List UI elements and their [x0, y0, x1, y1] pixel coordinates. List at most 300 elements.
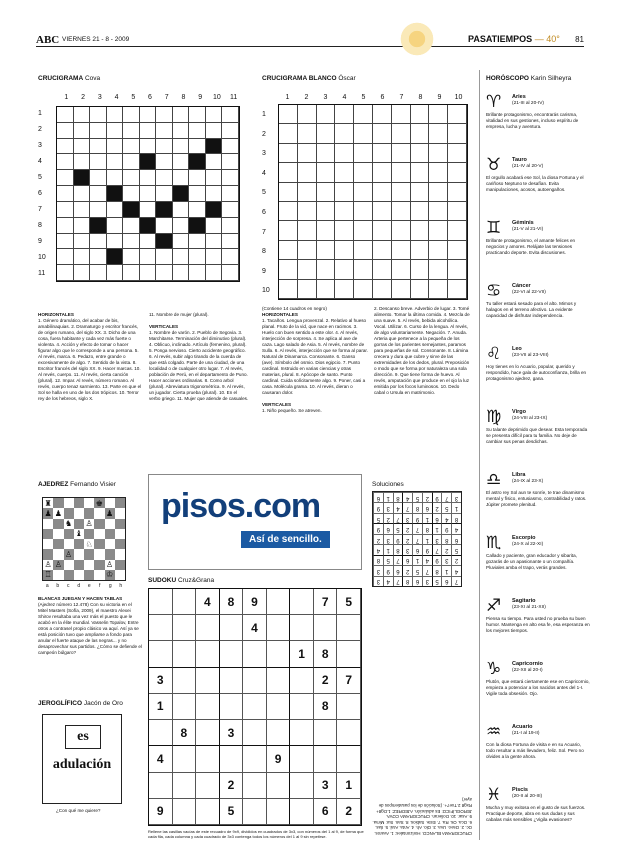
crossword-cell[interactable]	[90, 218, 107, 234]
crossword-cell[interactable]	[123, 249, 140, 265]
crossword-cell[interactable]	[90, 139, 107, 155]
crossword-cell[interactable]	[107, 123, 124, 139]
crossword-cell[interactable]	[173, 202, 190, 218]
crossword-cell[interactable]	[298, 163, 317, 182]
crossword-cell[interactable]	[279, 183, 298, 202]
crossword-cell[interactable]	[354, 105, 373, 124]
crossword-cell[interactable]	[123, 202, 140, 218]
crossword-cell[interactable]	[429, 163, 448, 182]
crossword-cell[interactable]	[123, 154, 140, 170]
sudoku-cell[interactable]	[267, 641, 291, 667]
crossword-cell[interactable]	[140, 249, 157, 265]
crossword-cell[interactable]	[335, 202, 354, 221]
sudoku-cell[interactable]	[290, 720, 314, 746]
sudoku-cell[interactable]	[337, 746, 361, 772]
crossword-cell[interactable]	[90, 123, 107, 139]
crossword-cell[interactable]	[206, 202, 223, 218]
crossword-cell[interactable]	[335, 144, 354, 163]
crossword-cell[interactable]	[57, 186, 74, 202]
crossword-cell[interactable]	[74, 202, 91, 218]
sudoku-cell[interactable]	[337, 615, 361, 641]
crossword-cell[interactable]	[123, 218, 140, 234]
crossword-cell[interactable]	[173, 265, 190, 281]
crossword-cell[interactable]	[411, 124, 430, 143]
crossword-cell[interactable]	[448, 163, 467, 182]
sudoku-cell[interactable]	[243, 720, 267, 746]
crossword-cell[interactable]	[90, 265, 107, 281]
crossword-cell[interactable]	[140, 218, 157, 234]
crossword-cell[interactable]	[189, 218, 206, 234]
sudoku-cell[interactable]	[173, 773, 197, 799]
crossword-cell[interactable]	[335, 260, 354, 279]
crossword-cell[interactable]	[298, 280, 317, 299]
crossword-cell[interactable]	[173, 218, 190, 234]
crossword-cell[interactable]	[411, 241, 430, 260]
sudoku-cell[interactable]	[314, 746, 338, 772]
crossword-cell[interactable]	[317, 105, 336, 124]
crossword-cell[interactable]	[429, 183, 448, 202]
sudoku-cell[interactable]	[243, 694, 267, 720]
crossword-cell[interactable]	[222, 234, 239, 250]
crossword-cell[interactable]	[392, 280, 411, 299]
sudoku-cell[interactable]	[243, 668, 267, 694]
sudoku-cell[interactable]: 4	[149, 746, 173, 772]
crossword-cell[interactable]	[57, 265, 74, 281]
crossword-cell[interactable]	[206, 218, 223, 234]
sudoku-cell[interactable]	[243, 799, 267, 825]
sudoku-cell[interactable]	[149, 589, 173, 615]
crossword-cell[interactable]	[206, 154, 223, 170]
crossword-cell[interactable]	[429, 105, 448, 124]
crossword-cell[interactable]	[317, 280, 336, 299]
sudoku-cell[interactable]	[173, 589, 197, 615]
sudoku-cell[interactable]	[196, 799, 220, 825]
crossword-cell[interactable]	[392, 183, 411, 202]
crossword-cell[interactable]	[448, 124, 467, 143]
crossword-cell[interactable]	[189, 170, 206, 186]
crossword-cell[interactable]	[123, 139, 140, 155]
crossword-cell[interactable]	[90, 249, 107, 265]
crossword-cell[interactable]	[429, 260, 448, 279]
crossword-cell[interactable]	[140, 186, 157, 202]
crossword-cell[interactable]	[448, 260, 467, 279]
sudoku-cell[interactable]: 3	[149, 668, 173, 694]
crossword-cell[interactable]	[317, 124, 336, 143]
crossword-cell[interactable]	[448, 202, 467, 221]
crossword-cell[interactable]	[90, 234, 107, 250]
crossword-cell[interactable]	[222, 123, 239, 139]
crossword-cell[interactable]	[354, 202, 373, 221]
crossword-cell[interactable]	[373, 280, 392, 299]
crossword-cell[interactable]	[222, 170, 239, 186]
crossword-cell[interactable]	[107, 265, 124, 281]
sudoku-cell[interactable]: 5	[337, 589, 361, 615]
crossword-cell[interactable]	[74, 186, 91, 202]
sudoku-cell[interactable]: 7	[337, 668, 361, 694]
crossword-cell[interactable]	[373, 241, 392, 260]
crossword-cell[interactable]	[57, 107, 74, 123]
crossword-cell[interactable]	[206, 139, 223, 155]
sudoku-cell[interactable]: 4	[243, 615, 267, 641]
sudoku-cell[interactable]	[290, 615, 314, 641]
crossword-cell[interactable]	[156, 186, 173, 202]
crossword-cell[interactable]	[90, 107, 107, 123]
crossword-cell[interactable]	[354, 124, 373, 143]
crossword-cell[interactable]	[140, 234, 157, 250]
sudoku-cell[interactable]	[173, 615, 197, 641]
sudoku-grid[interactable]	[148, 588, 362, 826]
sudoku-cell[interactable]	[220, 668, 244, 694]
sudoku-cell[interactable]	[173, 641, 197, 667]
sudoku-cell[interactable]: 9	[149, 799, 173, 825]
crossword-cell[interactable]	[173, 154, 190, 170]
sudoku-cell[interactable]: 5	[220, 799, 244, 825]
crossword-cell[interactable]	[411, 144, 430, 163]
crossword-cell[interactable]	[298, 202, 317, 221]
crossword-cell[interactable]	[140, 123, 157, 139]
sudoku-cell[interactable]	[243, 641, 267, 667]
crossword-cell[interactable]	[74, 139, 91, 155]
sudoku-cell[interactable]: 9	[243, 589, 267, 615]
crossword-cell[interactable]	[57, 170, 74, 186]
crossword-cell[interactable]	[156, 170, 173, 186]
crossword-cell[interactable]	[279, 124, 298, 143]
crossword-cell[interactable]	[354, 221, 373, 240]
crucigrama1-grid[interactable]	[56, 106, 240, 282]
crossword-cell[interactable]	[156, 234, 173, 250]
crossword-cell[interactable]	[90, 202, 107, 218]
crossword-cell[interactable]	[317, 202, 336, 221]
sudoku-cell[interactable]	[196, 746, 220, 772]
sudoku-cell[interactable]	[196, 720, 220, 746]
crossword-cell[interactable]	[156, 218, 173, 234]
crossword-cell[interactable]	[173, 139, 190, 155]
sudoku-cell[interactable]: 2	[220, 773, 244, 799]
crucigrama2-grid[interactable]	[278, 104, 468, 300]
sudoku-cell[interactable]: 2	[314, 668, 338, 694]
crossword-cell[interactable]	[206, 170, 223, 186]
crossword-cell[interactable]	[392, 144, 411, 163]
sudoku-cell[interactable]	[173, 746, 197, 772]
crossword-cell[interactable]	[156, 123, 173, 139]
sudoku-cell[interactable]	[196, 694, 220, 720]
crossword-cell[interactable]	[74, 107, 91, 123]
crossword-cell[interactable]	[206, 107, 223, 123]
crossword-cell[interactable]	[373, 183, 392, 202]
crossword-cell[interactable]	[373, 144, 392, 163]
crossword-cell[interactable]	[189, 123, 206, 139]
crossword-cell[interactable]	[222, 249, 239, 265]
crossword-cell[interactable]	[279, 105, 298, 124]
crossword-cell[interactable]	[429, 280, 448, 299]
crossword-cell[interactable]	[173, 123, 190, 139]
crossword-cell[interactable]	[90, 186, 107, 202]
crossword-cell[interactable]	[335, 221, 354, 240]
crossword-cell[interactable]	[335, 183, 354, 202]
sudoku-cell[interactable]	[290, 589, 314, 615]
sudoku-cell[interactable]	[314, 720, 338, 746]
crossword-cell[interactable]	[156, 265, 173, 281]
crossword-cell[interactable]	[317, 221, 336, 240]
crossword-cell[interactable]	[74, 234, 91, 250]
sudoku-cell[interactable]	[220, 615, 244, 641]
crossword-cell[interactable]	[429, 202, 448, 221]
crossword-cell[interactable]	[354, 260, 373, 279]
sudoku-cell[interactable]	[267, 720, 291, 746]
crossword-cell[interactable]	[173, 170, 190, 186]
crossword-cell[interactable]	[222, 265, 239, 281]
sudoku-cell[interactable]	[196, 615, 220, 641]
crossword-cell[interactable]	[354, 163, 373, 182]
crossword-cell[interactable]	[222, 186, 239, 202]
crossword-cell[interactable]	[206, 249, 223, 265]
sudoku-cell[interactable]: 1	[290, 641, 314, 667]
sudoku-cell[interactable]	[220, 746, 244, 772]
crossword-cell[interactable]	[392, 241, 411, 260]
crossword-cell[interactable]	[140, 265, 157, 281]
crossword-cell[interactable]	[57, 249, 74, 265]
crossword-cell[interactable]	[156, 154, 173, 170]
crossword-cell[interactable]	[373, 163, 392, 182]
crossword-cell[interactable]	[373, 221, 392, 240]
crossword-cell[interactable]	[429, 144, 448, 163]
crossword-cell[interactable]	[354, 280, 373, 299]
crossword-cell[interactable]	[57, 154, 74, 170]
sudoku-cell[interactable]	[337, 694, 361, 720]
crossword-cell[interactable]	[429, 221, 448, 240]
sudoku-cell[interactable]: 9	[267, 746, 291, 772]
sudoku-cell[interactable]: 7	[314, 589, 338, 615]
crossword-cell[interactable]	[298, 183, 317, 202]
crossword-cell[interactable]	[392, 260, 411, 279]
crossword-cell[interactable]	[392, 221, 411, 240]
sudoku-cell[interactable]	[243, 746, 267, 772]
crossword-cell[interactable]	[156, 107, 173, 123]
sudoku-cell[interactable]: 6	[314, 799, 338, 825]
crossword-cell[interactable]	[411, 202, 430, 221]
sudoku-cell[interactable]	[290, 668, 314, 694]
sudoku-cell[interactable]	[267, 668, 291, 694]
crossword-cell[interactable]	[107, 218, 124, 234]
sudoku-cell[interactable]: 8	[173, 720, 197, 746]
sudoku-cell[interactable]	[220, 694, 244, 720]
crossword-cell[interactable]	[123, 234, 140, 250]
pisos-com-ad[interactable]	[148, 474, 362, 570]
crossword-cell[interactable]	[123, 265, 140, 281]
crossword-cell[interactable]	[411, 280, 430, 299]
crossword-cell[interactable]	[123, 107, 140, 123]
sudoku-cell[interactable]	[267, 773, 291, 799]
sudoku-cell[interactable]	[149, 773, 173, 799]
crossword-cell[interactable]	[392, 163, 411, 182]
crossword-cell[interactable]	[448, 144, 467, 163]
sudoku-cell[interactable]	[173, 799, 197, 825]
crossword-cell[interactable]	[140, 107, 157, 123]
crossword-cell[interactable]	[448, 105, 467, 124]
crossword-cell[interactable]	[123, 186, 140, 202]
crossword-cell[interactable]	[448, 221, 467, 240]
crossword-cell[interactable]	[107, 107, 124, 123]
crossword-cell[interactable]	[57, 123, 74, 139]
sudoku-cell[interactable]: 4	[196, 589, 220, 615]
crossword-cell[interactable]	[298, 241, 317, 260]
crossword-cell[interactable]	[107, 139, 124, 155]
crossword-cell[interactable]	[298, 221, 317, 240]
crossword-cell[interactable]	[373, 124, 392, 143]
crossword-cell[interactable]	[279, 280, 298, 299]
sudoku-cell[interactable]: 8	[220, 589, 244, 615]
crossword-cell[interactable]	[140, 170, 157, 186]
crossword-cell[interactable]	[317, 144, 336, 163]
sudoku-cell[interactable]	[337, 720, 361, 746]
crossword-cell[interactable]	[107, 249, 124, 265]
crossword-cell[interactable]	[107, 154, 124, 170]
crossword-cell[interactable]	[335, 124, 354, 143]
crossword-cell[interactable]	[107, 234, 124, 250]
crossword-cell[interactable]	[156, 202, 173, 218]
sudoku-cell[interactable]	[267, 694, 291, 720]
sudoku-cell[interactable]	[173, 694, 197, 720]
crossword-cell[interactable]	[373, 260, 392, 279]
crossword-cell[interactable]	[354, 241, 373, 260]
crossword-cell[interactable]	[317, 183, 336, 202]
crossword-cell[interactable]	[206, 265, 223, 281]
crossword-cell[interactable]	[411, 260, 430, 279]
crossword-cell[interactable]	[57, 234, 74, 250]
sudoku-cell[interactable]	[173, 668, 197, 694]
crossword-cell[interactable]	[354, 144, 373, 163]
crossword-cell[interactable]	[373, 202, 392, 221]
sudoku-cell[interactable]: 3	[220, 720, 244, 746]
crossword-cell[interactable]	[189, 154, 206, 170]
sudoku-cell[interactable]	[290, 799, 314, 825]
crossword-cell[interactable]	[222, 202, 239, 218]
crossword-cell[interactable]	[173, 107, 190, 123]
sudoku-cell[interactable]	[149, 720, 173, 746]
crossword-cell[interactable]	[411, 163, 430, 182]
crossword-cell[interactable]	[411, 105, 430, 124]
crossword-cell[interactable]	[392, 105, 411, 124]
crossword-cell[interactable]	[335, 241, 354, 260]
sudoku-cell[interactable]	[149, 641, 173, 667]
sudoku-cell[interactable]: 8	[314, 694, 338, 720]
crossword-cell[interactable]	[335, 280, 354, 299]
crossword-cell[interactable]	[74, 249, 91, 265]
crossword-cell[interactable]	[173, 249, 190, 265]
crossword-cell[interactable]	[173, 186, 190, 202]
crossword-cell[interactable]	[222, 139, 239, 155]
crossword-cell[interactable]	[298, 124, 317, 143]
crossword-cell[interactable]	[335, 163, 354, 182]
sudoku-cell[interactable]	[243, 773, 267, 799]
crossword-cell[interactable]	[429, 241, 448, 260]
crossword-cell[interactable]	[189, 249, 206, 265]
crossword-cell[interactable]	[298, 260, 317, 279]
crossword-cell[interactable]	[206, 123, 223, 139]
crossword-cell[interactable]	[429, 124, 448, 143]
crossword-cell[interactable]	[107, 170, 124, 186]
crossword-cell[interactable]	[107, 186, 124, 202]
crossword-cell[interactable]	[74, 154, 91, 170]
crossword-cell[interactable]	[189, 139, 206, 155]
sudoku-cell[interactable]: 1	[149, 694, 173, 720]
sudoku-cell[interactable]: 3	[314, 773, 338, 799]
crossword-cell[interactable]	[411, 183, 430, 202]
crossword-cell[interactable]	[317, 241, 336, 260]
crossword-cell[interactable]	[373, 105, 392, 124]
crossword-cell[interactable]	[206, 186, 223, 202]
crossword-cell[interactable]	[335, 105, 354, 124]
crossword-cell[interactable]	[123, 170, 140, 186]
crossword-cell[interactable]	[90, 154, 107, 170]
sudoku-cell[interactable]	[196, 641, 220, 667]
crossword-cell[interactable]	[74, 123, 91, 139]
crossword-cell[interactable]	[317, 163, 336, 182]
crossword-cell[interactable]	[279, 202, 298, 221]
crossword-cell[interactable]	[74, 218, 91, 234]
crossword-cell[interactable]	[140, 154, 157, 170]
crossword-cell[interactable]	[107, 202, 124, 218]
crossword-cell[interactable]	[279, 163, 298, 182]
crossword-cell[interactable]	[140, 139, 157, 155]
sudoku-cell[interactable]	[290, 746, 314, 772]
crossword-cell[interactable]	[448, 183, 467, 202]
sudoku-cell[interactable]	[220, 641, 244, 667]
sudoku-cell[interactable]	[267, 589, 291, 615]
crossword-cell[interactable]	[279, 221, 298, 240]
crossword-cell[interactable]	[173, 234, 190, 250]
crossword-cell[interactable]	[74, 265, 91, 281]
crossword-cell[interactable]	[74, 170, 91, 186]
sudoku-cell[interactable]: 1	[337, 773, 361, 799]
crossword-cell[interactable]	[392, 124, 411, 143]
crossword-cell[interactable]	[189, 186, 206, 202]
crossword-cell[interactable]	[123, 123, 140, 139]
crossword-cell[interactable]	[279, 260, 298, 279]
crossword-cell[interactable]	[206, 234, 223, 250]
crossword-cell[interactable]	[222, 218, 239, 234]
crossword-cell[interactable]	[189, 202, 206, 218]
sudoku-cell[interactable]	[290, 694, 314, 720]
crossword-cell[interactable]	[279, 241, 298, 260]
sudoku-cell[interactable]: 2	[337, 799, 361, 825]
sudoku-cell[interactable]	[267, 615, 291, 641]
crossword-cell[interactable]	[279, 144, 298, 163]
crossword-cell[interactable]	[298, 144, 317, 163]
sudoku-cell[interactable]	[267, 799, 291, 825]
crossword-cell[interactable]	[392, 202, 411, 221]
crossword-cell[interactable]	[156, 249, 173, 265]
crossword-cell[interactable]	[354, 183, 373, 202]
crossword-cell[interactable]	[222, 107, 239, 123]
crossword-cell[interactable]	[189, 234, 206, 250]
crossword-cell[interactable]	[298, 105, 317, 124]
crossword-cell[interactable]	[57, 218, 74, 234]
crossword-cell[interactable]	[448, 241, 467, 260]
sudoku-cell[interactable]	[290, 773, 314, 799]
crossword-cell[interactable]	[156, 139, 173, 155]
sudoku-cell[interactable]	[337, 641, 361, 667]
crossword-cell[interactable]	[222, 154, 239, 170]
sudoku-cell[interactable]	[196, 668, 220, 694]
crossword-cell[interactable]	[140, 202, 157, 218]
sudoku-cell[interactable]	[314, 615, 338, 641]
crossword-cell[interactable]	[317, 260, 336, 279]
crossword-cell[interactable]	[57, 202, 74, 218]
crossword-cell[interactable]	[57, 139, 74, 155]
sudoku-cell[interactable]	[149, 615, 173, 641]
crossword-cell[interactable]	[411, 221, 430, 240]
